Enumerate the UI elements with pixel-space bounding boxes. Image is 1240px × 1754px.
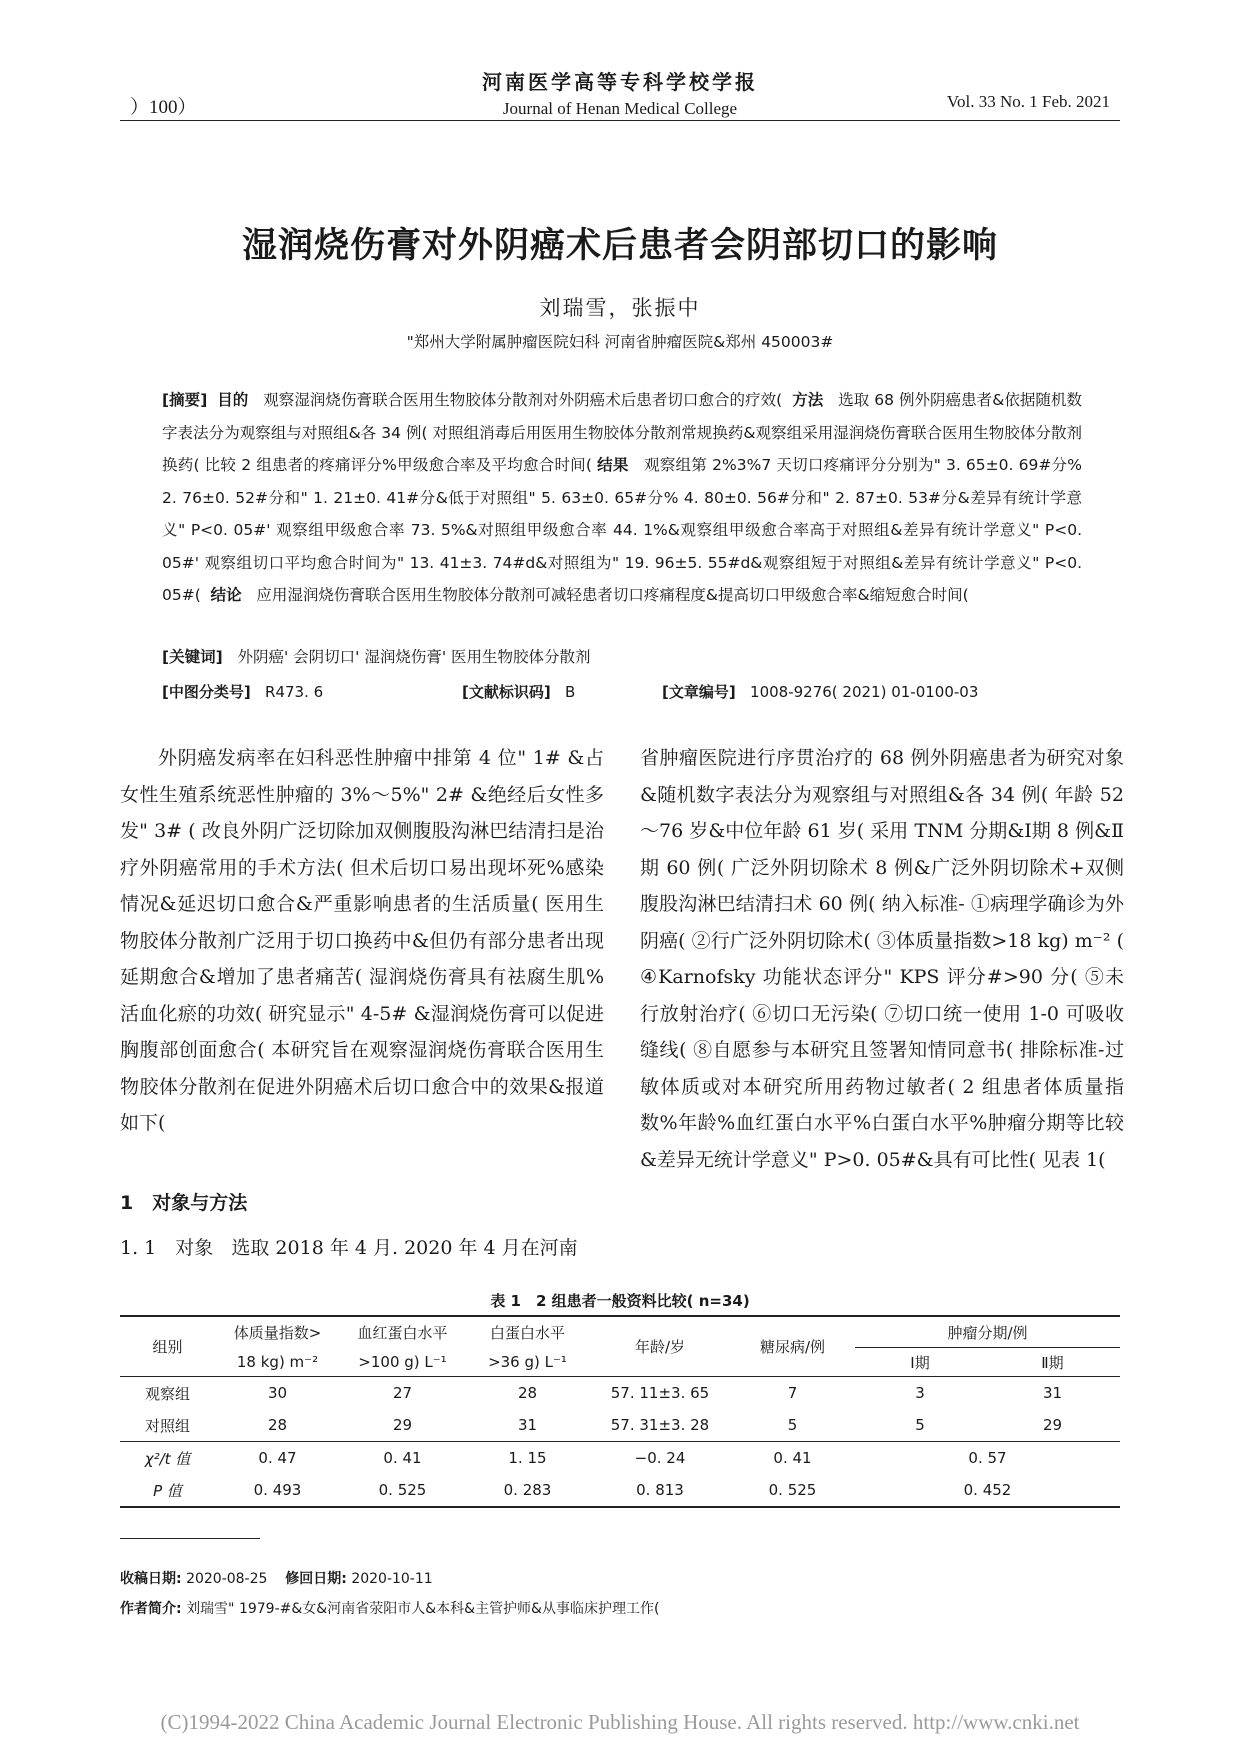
clc-label: [中图分类号]	[162, 683, 251, 701]
header-rule	[120, 120, 1120, 121]
cell-bmi: 0. 493	[215, 1474, 340, 1507]
methods-text: 选取 68 例外阴癌患者&依据随机数字表法分为观察组与对照组&各 34 例( 对照组消毒后用医用生物胶体分散剂常规换药&观察组采用湿润烧伤膏联合医用生物胶体分散剂换药( 比较 2 组患者的疼痛评分%甲级愈合率及平均愈合时间(	[162, 391, 1083, 474]
keywords-label: [关键词]	[162, 648, 223, 666]
cell-bmi: 30	[267, 1384, 288, 1402]
cell-hb: 0. 41	[383, 1449, 422, 1467]
cell-group: 对照组	[120, 1409, 215, 1442]
abstract	[162, 384, 1082, 612]
author-bio-label: 作者简介:	[120, 1601, 182, 1617]
footnote-rule	[120, 1538, 260, 1539]
cell-dm: 0. 41	[773, 1449, 812, 1467]
cell-stage-2: 31	[1042, 1384, 1063, 1402]
results-label: 结果	[597, 456, 629, 474]
volume-info: Vol. 33 No. 1 Feb. 2021	[946, 92, 1110, 111]
section-1-1	[120, 1230, 604, 1267]
cell-group: 观察组	[144, 1384, 190, 1403]
cell-stage: 0. 452	[855, 1474, 1120, 1507]
abstract-label: [摘要]	[162, 391, 208, 409]
footnote-author	[120, 1598, 659, 1618]
author-bio: 刘瑞雪" 1979-#&女&河南省荥阳市人&本科&主管护师&从事临床护理工作(	[186, 1601, 660, 1617]
cell-age: −0. 24	[634, 1449, 686, 1467]
cell-stat-label: χ²/t 值	[144, 1449, 191, 1468]
keywords-text: 外阴癌' 会阴切口' 湿润烧伤膏' 医用生物胶体分散剂	[237, 648, 591, 666]
doc-code-value: B	[565, 683, 576, 701]
th-diabetes: 糖尿病/例	[730, 1316, 855, 1377]
th-bmi-1: 体质量指数>	[233, 1323, 322, 1342]
right-column-paragraph: 省肿瘤医院进行序贯治疗的 68 例外阴癌患者为研究对象&随机数字表法分为观察组与对照组&各 34 例( 年龄 52～76 岁&中位年龄 61 岁( 采用 TNM 分期&Ⅰ期 8 例&Ⅱ期 60 例( 广泛外阴切除术 8 例&广泛外阴切除术+双侧腹股沟淋巴结清扫术 60 例( 纳入标准- ①病理学确诊为外阴癌( ②行广泛外阴切除术( ③体质量指数>18 kg) m⁻² ( ④Karnofsky 功能状态评分" KPS 评分#>90 分( ⑤未行放射治疗( ⑥切口无污染( ⑦切口统一使用 1-0 可吸收缝线( ⑧自愿参与本研究且签署知情同意书( 排除标准-过敏体质或对本研究所用药物过敏者( 2 组患者体质量指数%年龄%血红蛋白水平%白蛋白水平%肿瘤分期等比较&差异无统计学意义" P>0. 05#&具有可比性( 见表 1(	[640, 747, 1124, 1171]
cell-stage-1: 3	[915, 1384, 925, 1402]
objective-label: 目的	[217, 391, 249, 409]
th-hb-1: 血红蛋白水平	[357, 1323, 448, 1342]
received-label: 收稿日期:	[120, 1571, 182, 1587]
cell-hb: 27	[392, 1384, 413, 1402]
th-bmi-2: 18 kg) m⁻²	[215, 1348, 340, 1377]
journal-name-cn: 河南医学高等专科学校学报	[482, 70, 758, 94]
th-alb-1: 白蛋白水平	[489, 1323, 565, 1342]
cell-alb: 0. 283	[465, 1474, 590, 1507]
cell-alb: 1. 15	[508, 1449, 547, 1467]
cell-alb: 31	[465, 1409, 590, 1442]
section-1-1-label: 1. 1 对象	[120, 1237, 214, 1259]
th-stage: 肿瘤分期/例	[855, 1316, 1120, 1348]
cell-age: 57. 11±3. 65	[610, 1384, 710, 1402]
journal-name-en: Journal of Henan Medical College	[502, 99, 738, 118]
cell-stage: 0. 57	[968, 1449, 1007, 1467]
cell-hb: 0. 525	[340, 1474, 465, 1507]
section-1-heading: 1 对象与方法	[120, 1192, 248, 1214]
page-number: ）100）	[130, 97, 197, 118]
results-text: 观察组第 2%3%7 天切口疼痛评分分别为" 3. 65±0. 69#分% 2. 76±0. 52#分和" 1. 21±0. 41#分&低于对照组" 5. 63±0. 65#分% 4. 80±0. 56#分和" 2. 87±0. 53#分&差异有统计学意义" P<0. 05#' 观察组甲级愈合率 73. 5%&对照组甲级愈合率 44. 1%&观察组甲级愈合率高于对照组&差异有统计学意义" P<0. 05#' 观察组切口平均愈合时间为" 13. 41±3. 74#d&对照组为" 19. 96±5. 55#d&观察组短于对照组&差异有统计学意义" P<0. 05#(	[162, 456, 1082, 604]
th-group: 组别	[120, 1316, 215, 1377]
table-stat-row	[120, 1442, 1120, 1475]
article-authors: 刘瑞雪，张振中	[539, 296, 701, 320]
conclusion-text: 应用湿润烧伤膏联合医用生物胶体分散剂可减轻患者切口疼痛程度&提高切口甲级愈合率&缩短愈合时间(	[256, 586, 969, 604]
table-row	[120, 1409, 1120, 1442]
cell-stage-2: 29	[985, 1409, 1120, 1442]
received-date: 2020-08-25	[186, 1571, 268, 1587]
article-title: 湿润烧伤膏对外阴癌术后患者会阴部切口的影响	[241, 226, 998, 266]
table-stat-row	[120, 1474, 1120, 1507]
table-row	[120, 1377, 1120, 1410]
table-1	[120, 1315, 1120, 1508]
th-stage-1: Ⅰ期	[855, 1348, 985, 1377]
cell-dm: 7	[787, 1384, 798, 1402]
methods-label: 方法	[792, 391, 824, 409]
article-no-label: [文章编号]	[662, 683, 736, 701]
cell-bmi: 28	[215, 1409, 340, 1442]
cell-hb: 29	[340, 1409, 465, 1442]
cell-dm: 0. 525	[730, 1474, 855, 1507]
table-caption: 表 1 2 组患者一般资料比较( n=34)	[490, 1292, 750, 1310]
classification	[162, 681, 1082, 702]
revised-label: 修回日期:	[285, 1571, 347, 1587]
intro-text: 外阴癌发病率在妇科恶性肿瘤中排第 4 位" 1# &占女性生殖系统恶性肿瘤的 3%～5%" 2# &绝经后女性多发" 3# ( 改良外阴广泛切除加双侧腹股沟淋巴结清扫是治疗外阴癌常用的手术方法( 但术后切口易出现坏死%感染情况&延迟切口愈合&严重影响患者的生活质量( 医用生物胶体分散剂广泛用于切口换药中&但仍有部分患者出现延期愈合&增加了患者痛苦( 湿润烧伤膏具有祛腐生肌%活血化瘀的功效( 研究显示" 4-5# &湿润烧伤膏可以促进胸腹部创面愈合( 本研究旨在观察湿润烧伤膏联合医用生物胶体分散剂在促进外阴癌术后切口愈合中的效果&报道如下(	[120, 747, 604, 1134]
th-alb-2: >36 g) L⁻¹	[465, 1348, 590, 1377]
clc-value: R473. 6	[265, 683, 324, 701]
cell-alb: 28	[517, 1384, 538, 1402]
conclusion-label: 结论	[210, 586, 242, 604]
intro-paragraph	[120, 740, 604, 1142]
th-age: 年龄/岁	[590, 1316, 730, 1377]
keywords	[162, 645, 1082, 667]
th-stage-2: Ⅱ期	[985, 1348, 1120, 1377]
cell-age: 0. 813	[590, 1474, 730, 1507]
cell-stat-label: P 值	[120, 1474, 215, 1507]
revised-date: 2020-10-11	[351, 1571, 433, 1587]
th-hb-2: >100 g) L⁻¹	[340, 1348, 465, 1377]
cell-age: 57. 31±3. 28	[590, 1409, 730, 1442]
article-affiliation: "郑州大学附属肿瘤医院妇科 河南省肿瘤医院&郑州 450003#	[406, 333, 834, 351]
objective-text: 观察湿润烧伤膏联合医用生物胶体分散剂对外阴癌术后患者切口愈合的疗效(	[263, 391, 783, 409]
doc-code-label: [文献标识码]	[462, 683, 551, 701]
cell-dm: 5	[730, 1409, 855, 1442]
section-1-1-text: 选取 2018 年 4 月. 2020 年 4 月在河南	[231, 1237, 578, 1259]
footnote-dates	[120, 1568, 433, 1588]
cell-bmi: 0. 47	[258, 1449, 297, 1467]
cell-stage-1: 5	[855, 1409, 985, 1442]
article-no-value: 1008-9276( 2021) 01-0100-03	[750, 683, 979, 701]
copyright-notice: (C)1994-2022 China Academic Journal Electronic Publishing House. All rights reserved. http://www.cnki.net	[160, 1710, 1080, 1734]
